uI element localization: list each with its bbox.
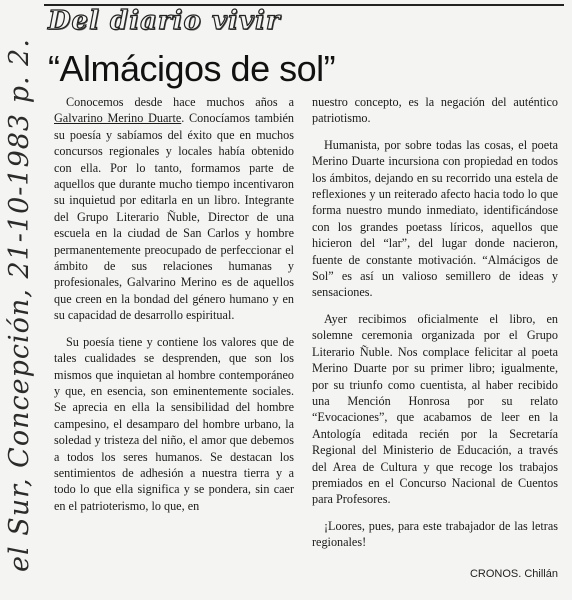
paragraph: ¡Loores, pues, para este trabajador de las letras regionales! — [312, 518, 558, 550]
article-column-right — [312, 94, 558, 561]
paragraph: Humanista, por sobre todas las cosas, el poeta Merino Duarte incursiona con propiedad en todos los ámbitos, dejando en su recorrido una estela de reflexiones y un reiterado afecto hacia todo lo que forma nuestro mundo inmediato, identificándose con los grandes poetass líricos, aquellos que hicieron del “lar”, del lugar donde nacieron, fuente de constante motivación. “Almácigos de Sol” es así un valioso semillero de ideas y sensaciones. — [312, 137, 558, 300]
paragraph-text: Conocemos desde hace muchos años a — [66, 95, 294, 109]
paragraph: nuestro concepto, es la negación del auténtico patriotismo. — [312, 95, 558, 126]
paragraph — [54, 94, 294, 324]
author-signature: CRONOS. Chillán — [469, 568, 558, 580]
section-header — [44, 4, 564, 40]
paragraph: Su poesía tiene y contiene los valores que de tales cualidades se desprenden, que son los mismos que inquietan al hombre contemporáneo y que, en esencia, son eminentemente sociales. Se aprecia en ella la sensibilidad del hombre campesino, el desamparo del hombre urbano, la soledad y tristeza del niño, el amor que debemos a todos los seres humanos. Se destacan los sentimientos de adhesión a nuestra tierra y a todo lo que ella significa y se pondera, sin caer en el patrioterismo, lo que, en — [54, 334, 294, 513]
paragraph-text: . Conocíamos también su poesía y sabíamos del éxito que en muchos concursos regionales y locales había obtenido con ella. Por lo tanto, formamos parte de aquellos que durante mucho tiempo incentivaron su inquietud por editarla en un libro. Integrante del Grupo Literario Ñuble, Director de una escuela en la ciudad de San Carlos y hombre permanentemente preocupado de perfeccionar el ámbito de sus relaciones humanas y profesionales, Galvarino Merino es de aquellos que creen en la bondad del género humano y en su capacidad de desarrollo espiritual. — [54, 111, 294, 323]
article-column-left — [54, 94, 294, 524]
handwritten-source-note: el Sur, Concepción, 21-10-1983 p. 2. — [4, 38, 35, 572]
article-headline: “Almácigos de sol” — [48, 48, 336, 89]
section-title: Del diario vivir — [48, 6, 281, 36]
paragraph: Ayer recibimos oficialmente el libro, en solemne ceremonia organizada por el Grupo Literario Ñuble. Nos complace felicitar al poeta Merino Duarte por su primer libro; igualmente, por su triunfo como cuentista, al haber recibido una Mención Honrosa por su relato “Evocaciones”, que acabamos de leer en la Antología editada recién por la Secretaría Regional del Ministerio de Educación, a través del Area de Cultura y que recoge los trabajos premiados en el Concurso Nacional de Cuentos para Profesores. — [312, 311, 558, 507]
poet-name: Galvarino Merino Duarte — [54, 111, 182, 126]
